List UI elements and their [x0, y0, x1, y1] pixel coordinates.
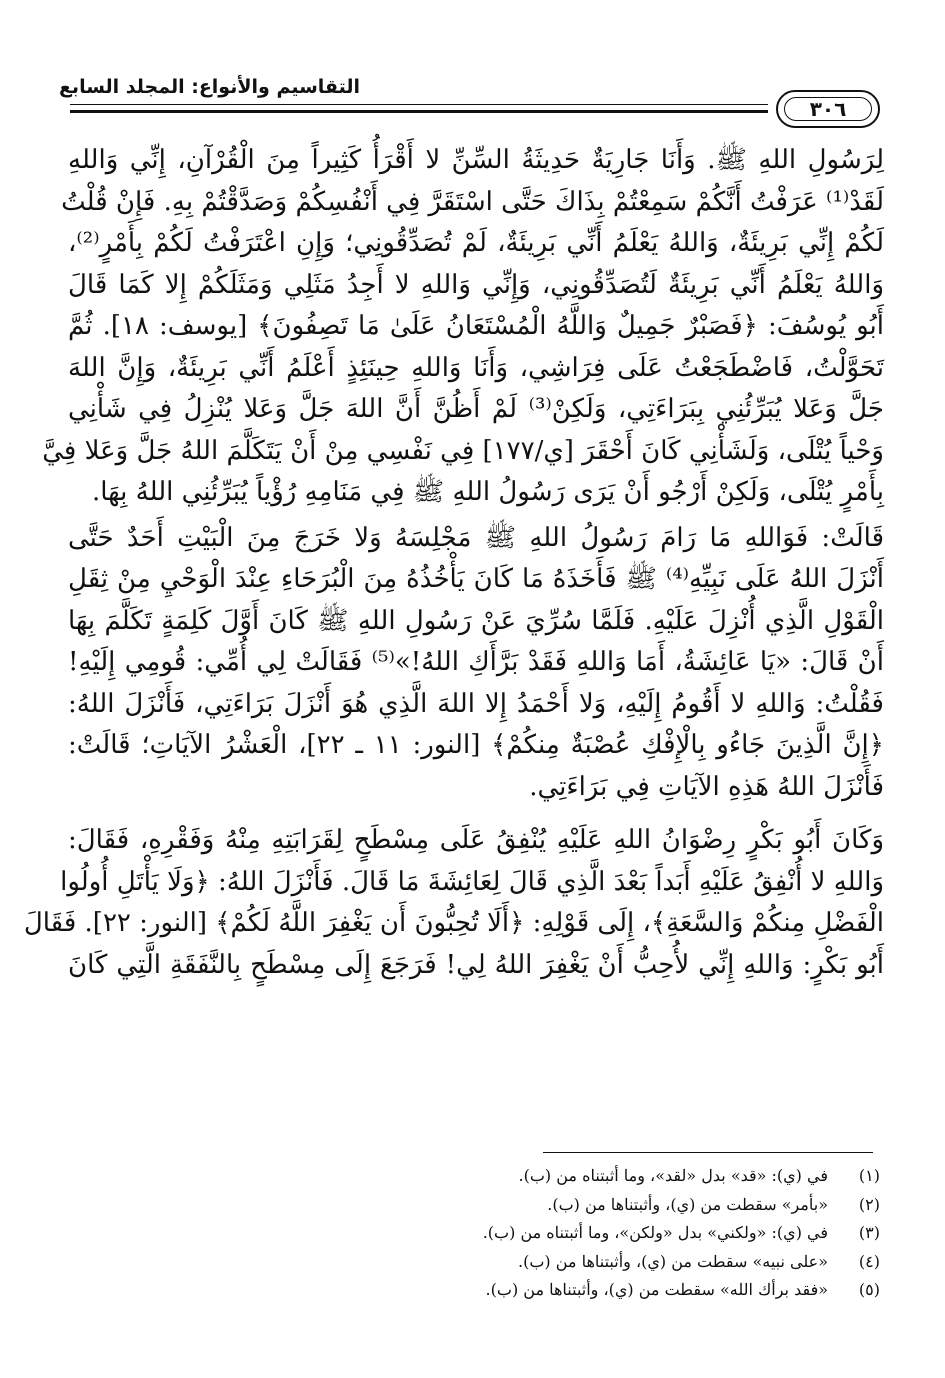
- footnote-item: [380, 1162, 880, 1191]
- text-line: بِأَمْرٍ يُتْلَى، وَلَكِنْ أَرْجُو أَنْ يَرَى رَسُولُ اللهِ ﷺ فِي مَنَامِهِ رُؤْياً يُبَرِّئُنِي اللهُ بِهَا.: [91, 477, 884, 507]
- paragraph-2: [68, 518, 884, 809]
- text-line: قَالَتْ: فَوَاللهِ مَا رَامَ رَسُولُ اللهِ ﷺ مَجْلِسَهُ وَلا خَرَجَ مِنَ الْبَيْتِ أَحَدٌ حَتَّى: [68, 522, 884, 553]
- footnote-text: في (ي): «قد» بدل «لقد»، وما أثبتناه من (ب).: [518, 1166, 828, 1185]
- text-line: الْقَوْلِ الَّذِي أُنْزِلَ عَلَيْهِ. فَلَمَّا سُرِّيَ عَنْ رَسُولِ اللهِ ﷺ كَانَ أَوَّلَ كَلِمَةٍ تَكَلَّمَ بِهَا: [68, 605, 884, 636]
- footnote-text: «على نبيه» سقطت من (ي)، وأثبتناها من (ب).: [518, 1251, 828, 1271]
- text-line: وَاللهُ يَعْلَمُ أَنِّي بَرِيئَةٌ لَتُصَدِّقُونِي، وَإِنِّي وَاللهِ لا أَجِدُ مَثَلِي وَمَثَلَكُمْ إِلا كَمَا قَالَ: [68, 269, 884, 300]
- footnote-item: [380, 1248, 880, 1277]
- footnote-item: [380, 1219, 880, 1248]
- text-line: لَقَدْ⁽¹⁾ عَرَفْتُ أَنَّكُمْ سَمِعْتُمْ بِذَاكَ حَتَّى اسْتَقَرَّ فِي أَنْفُسِكُمْ وَصَدَّقْتُمْ بِهِ. فَإِنْ قُلْتُ: [61, 186, 884, 217]
- header-rule-thick: [70, 110, 768, 113]
- footnote-text: في (ي): «ولكني» بدل «ولكن»، وما أثبتناه من (ب).: [482, 1223, 828, 1242]
- text-line: فَقُلْتُ: وَاللهِ لا أَقُومُ إِلَيْهِ، وَلا أَحْمَدُ إِلا اللهَ الَّذِي هُوَ أَنْزَلَ بَرَاءَتِي، فَأَنْزَلَ اللهُ:: [68, 688, 884, 719]
- text-line: لِرَسُولِ اللهِ ﷺ. وَأَنَا جَارِيَةٌ حَدِيثَةُ السِّنِّ لا أَقْرَأُ كَثِيراً مِنَ الْقُرْآنِ، إِنِّي وَاللهِ: [68, 145, 884, 175]
- running-title: التقاسيم والأنواع: المجلد السابع: [58, 76, 360, 98]
- footnote-text: «فقد برأك الله» سقطت من (ي)، وأثبتناها من (ب).: [485, 1280, 828, 1299]
- footnote-number: (١): [858, 1166, 880, 1185]
- text-line: أَنْ قَالَ: «يَا عَائِشَةُ، أَمَا وَاللهِ فَقَدْ بَرَّأَكِ اللهُ!»⁽⁵⁾ فَقَالَتْ لِي أُمِّي: قُومِي إِلَيْهِ!: [68, 647, 884, 677]
- footnote-number: (٣): [858, 1223, 880, 1242]
- footnote-number: (٥): [858, 1280, 880, 1299]
- text-line: وَكَانَ أَبُو بَكْرٍ رِضْوَانُ اللهِ عَلَيْهِ يُنْفِقُ عَلَى مِسْطَحٍ لِقَرَابَتِهِ مِنْهُ وَفَقْرِهِ، فَقَالَ:: [68, 825, 884, 855]
- paragraph-3: [23, 820, 884, 986]
- text-line: تَحَوَّلْتُ، فَاضْطَجَعْتُ عَلَى فِرَاشِي، وَأَنَا وَاللهِ حِينَئِذٍ أَعْلَمُ أَنِّي بَرِيئَةٌ، وَإِنَّ اللهَ: [68, 352, 884, 383]
- text-line: أَنْزَلَ اللهُ عَلَى نَبِيِّهِ⁽⁴⁾ ﷺ فَأَخَذَهُ مَا كَانَ يَأْخُذُهُ مِنَ الْبُرَحَاءِ عِنْدَ الْوَحْيِ مِنْ ثِقَلِ: [68, 564, 884, 594]
- footnote-number: (٢): [858, 1194, 880, 1214]
- footnote-item: [380, 1191, 880, 1220]
- page-number: ٣٠٦: [784, 97, 872, 121]
- footnotes: [380, 1162, 880, 1305]
- text-line: وَاللهِ لا أُنْفِقُ عَلَيْهِ أَبَداً بَعْدَ الَّذِي قَالَ لِعَائِشَةَ مَا قَالَ. فَأَنْزَلَ اللهُ: ﴿وَلَا يَأْتَلِ أُولُوا: [60, 866, 884, 897]
- footnote-number: (٤): [858, 1251, 880, 1271]
- text-line: أَبُو يُوسُفَ: ﴿فَصَبْرٌ جَمِيلٌ وَاللَّهُ الْمُسْتَعَانُ عَلَىٰ مَا تَصِفُونَ﴾ [يوسف: ١٨]. ثُمَّ: [68, 311, 885, 341]
- page-header: [58, 72, 880, 132]
- text-line: الْفَضْلِ مِنكُمْ وَالسَّعَةِ﴾، إِلَى قَوْلِهِ: ﴿أَلَا تُحِبُّونَ أَن يَغْفِرَ اللَّهُ لَكُمْ﴾ [النور: ٢٢]. فَقَالَ: [23, 908, 884, 938]
- text-line: وَحْياً يُتْلَى، وَلَشَأْنِي كَانَ أَحْقَرَ [ي/١٧٧] فِي نَفْسِي مِنْ أَنْ يَتَكَلَّمَ اللهُ جَلَّ وَعَلا فِيَّ: [42, 435, 884, 466]
- text-line: فَأَنْزَلَ اللهُ هَذِهِ الآيَاتِ فِي بَرَاءَتِي.: [529, 771, 884, 802]
- text-line: ﴿إِنَّ الَّذِينَ جَاءُو بِالْإِفْكِ عُصْبَةٌ مِنكُمْ﴾ [النور: ١١ ـ ٢٢]، الْعَشْرُ الآيَاتِ؛ قَالَتْ:: [68, 730, 885, 760]
- footnote-text: «بأمر» سقطت من (ي)، وأثبتناها من (ب).: [547, 1194, 828, 1214]
- main-text: [23, 140, 885, 986]
- header-rule: [70, 104, 768, 105]
- text-line: أَبُو بَكْرٍ: وَاللهِ إِنِّي لأُحِبُّ أَنْ يَغْفِرَ اللهُ لِي! فَرَجَعَ إِلَى مِسْطَحٍ بِالنَّفَقَةِ الَّتِي كَانَ: [68, 949, 884, 980]
- paragraph-1: [42, 140, 885, 514]
- text-line: جَلَّ وَعَلا يُبَرِّئُنِي بِبَرَاءَتِي، وَلَكِنْ⁽³⁾ لَمْ أَظُنَّ أَنَّ اللهَ جَلَّ وَعَلا يُنْزِلُ فِي شَأْنِي: [68, 394, 884, 424]
- page-number-frame: [776, 90, 880, 128]
- footnote-separator: [543, 1152, 873, 1153]
- text-line: لَكُمْ إِنِّي بَرِيئَةٌ، وَاللهُ يَعْلَمُ أَنِّي بَرِيئَةٌ، لَمْ تُصَدِّقُونِي؛ وَإِنِ اعْتَرَفْتُ لَكُمْ بِأَمْرٍ⁽²⁾،: [68, 228, 884, 258]
- footnote-item: [380, 1276, 880, 1305]
